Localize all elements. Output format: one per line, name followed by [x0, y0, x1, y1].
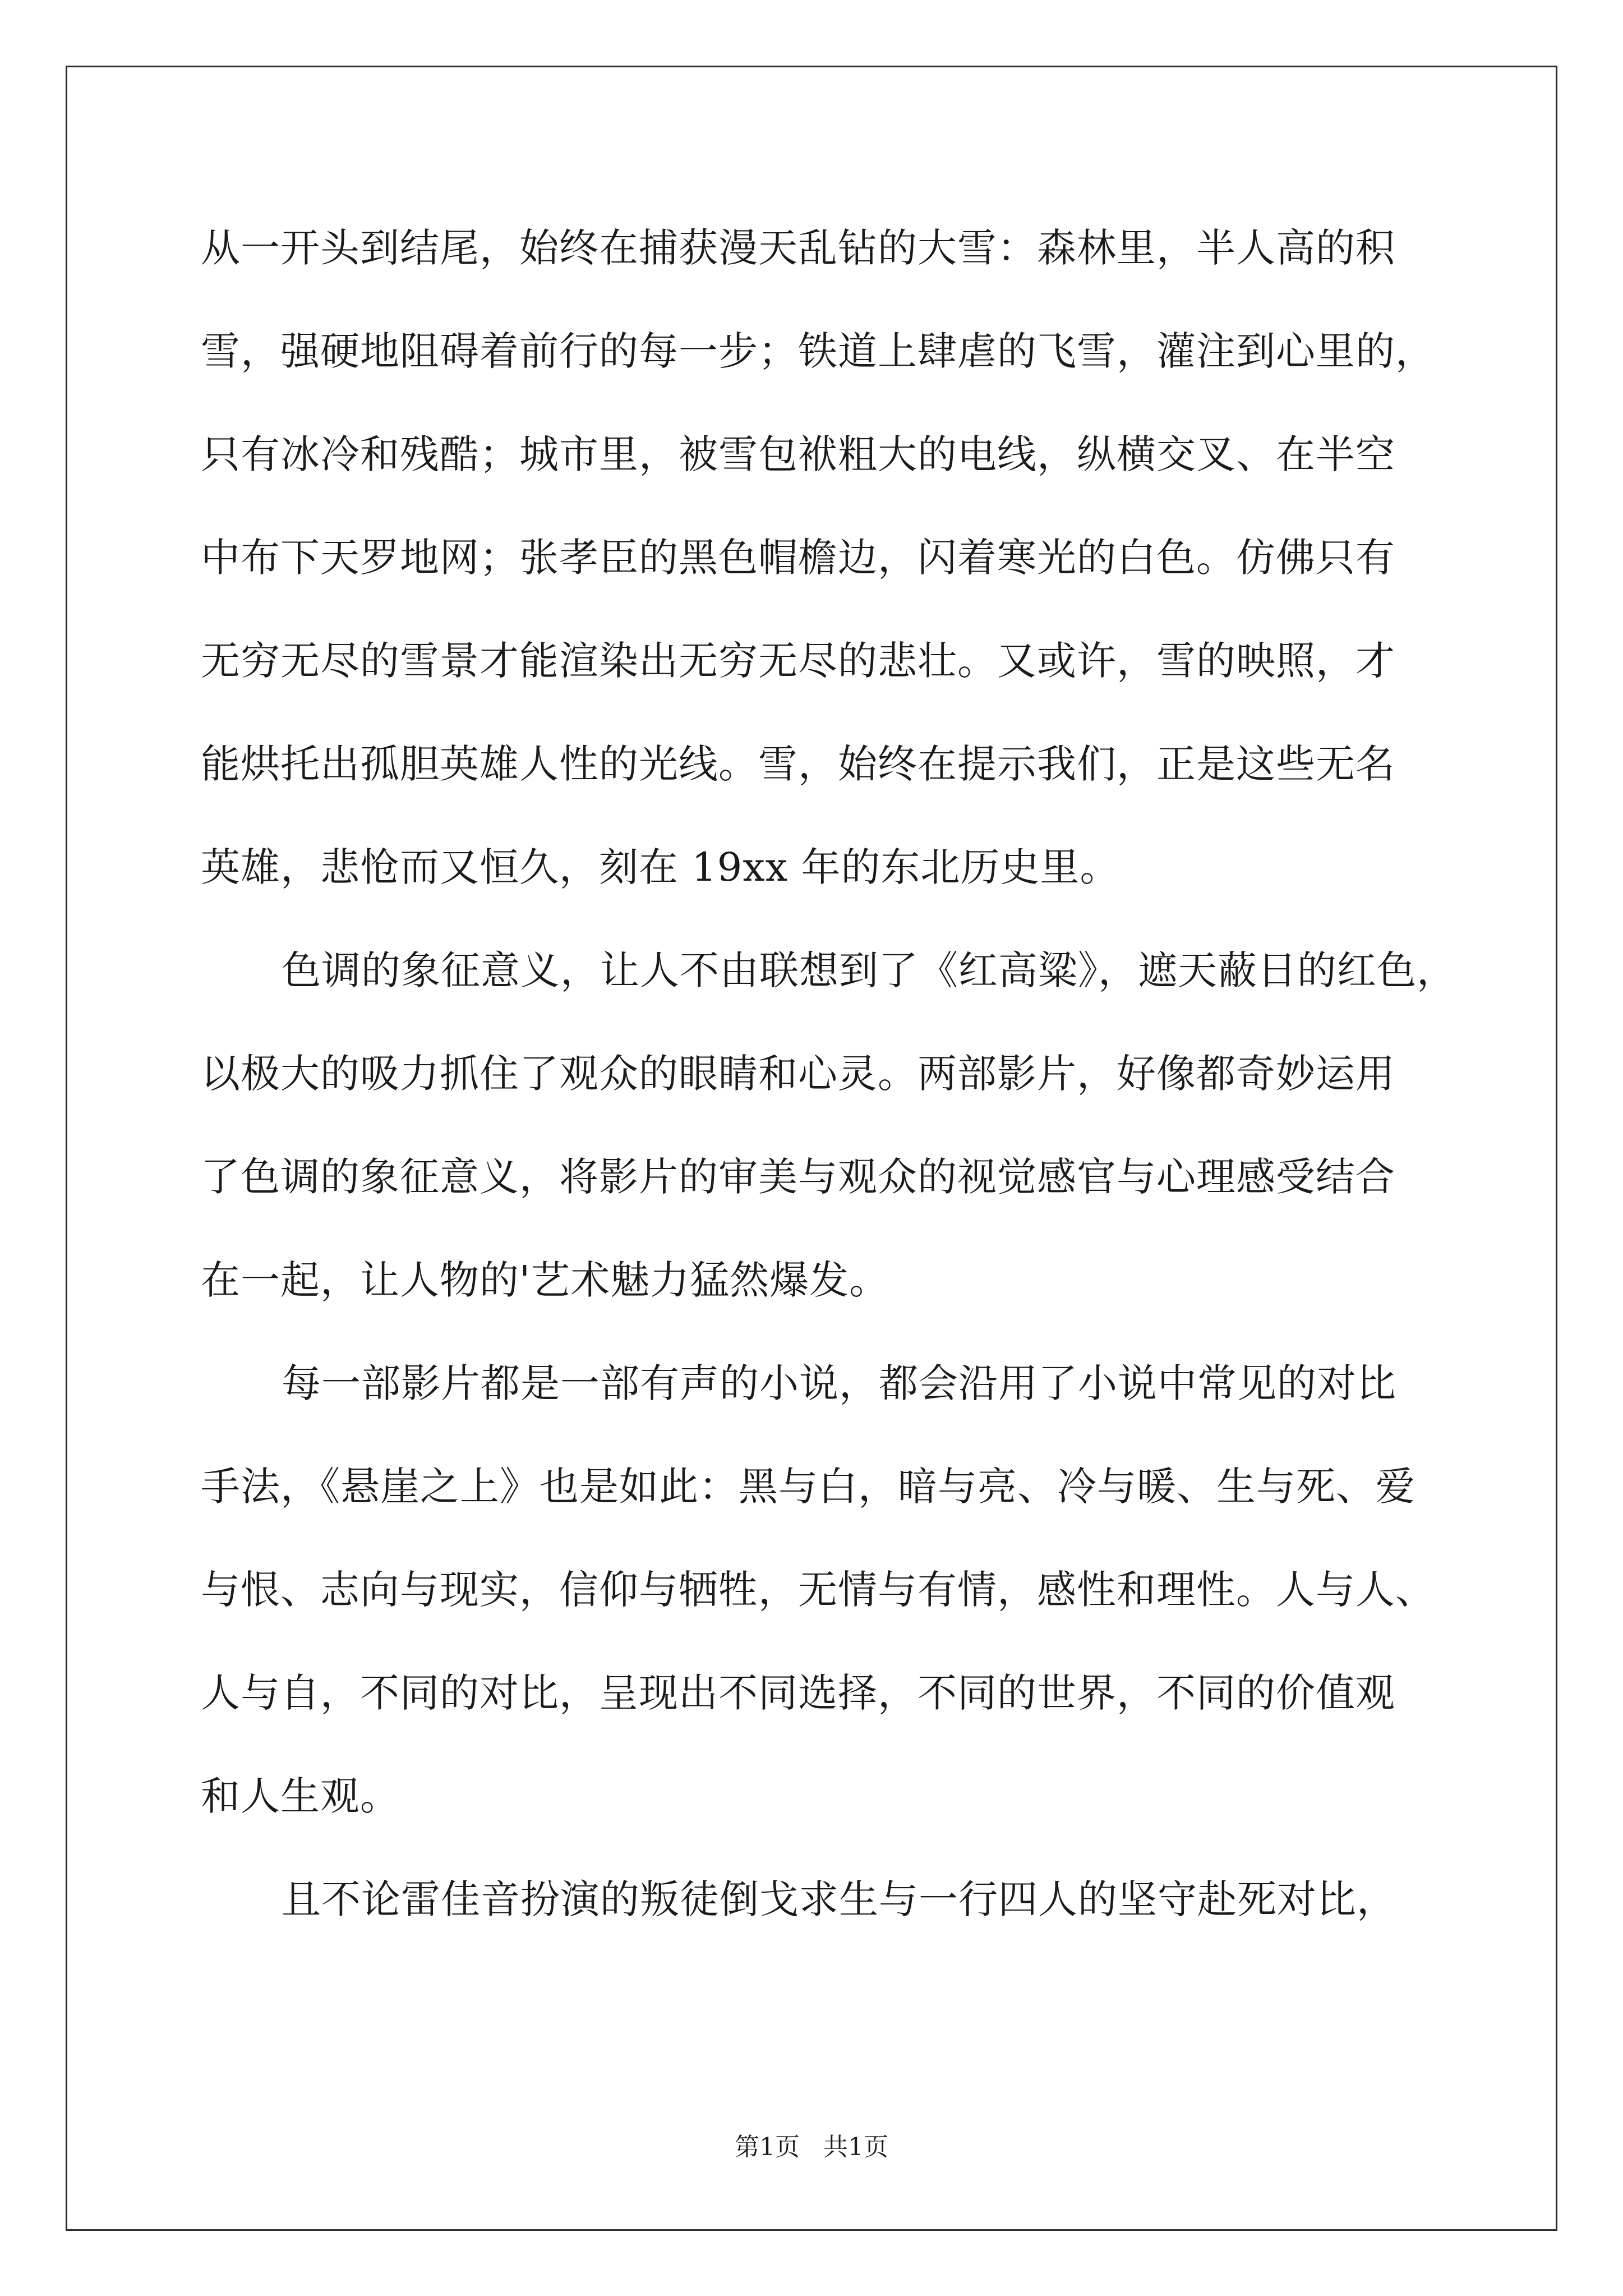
text-line: 英雄，悲怆而又恒久，刻在 19xx 年的东北历史里。 — [201, 844, 1120, 890]
text-line: 以极大的吸力抓住了观众的眼睛和心灵。两部影片，好像都奇妙运用 — [201, 1051, 1395, 1097]
text-line: 从一开头到结尾，始终在捕获漫天乱钻的大雪：森林里，半人高的积 — [201, 225, 1395, 271]
text-line: 无穷无尽的雪景才能渲染出无穷无尽的悲壮。又或许，雪的映照，才 — [201, 638, 1395, 684]
text-line: 只有冰冷和残酷；城市里，被雪包袱粗大的电线，纵横交叉、在半空 — [201, 431, 1395, 477]
text-line: 在一起，让人物的'艺术魅力猛然爆发。 — [201, 1257, 889, 1303]
text-line: 色调的象征意义，让人不由联想到了《红高粱》，遮天蔽日的红色， — [282, 947, 1456, 993]
text-line: 人与自，不同的对比，呈现出不同选择，不同的世界，不同的价值观 — [201, 1670, 1395, 1716]
text-line: 了色调的象征意义，将影片的审美与观众的视觉感官与心理感受结合 — [201, 1154, 1395, 1200]
text-line: 能烘托出孤胆英雄人性的光线。雪，始终在提示我们，正是这些无名 — [201, 741, 1395, 787]
text-line: 且不论雷佳音扮演的叛徒倒戈求生与一行四人的坚守赴死对比， — [282, 1876, 1396, 1922]
text-line: 中布下天罗地网；张孝臣的黑色帽檐边，闪着寒光的白色。仿佛只有 — [201, 535, 1395, 581]
text-line: 手法，《悬崖之上》也是如此：黑与白，暗与亮、冷与暖、生与死、爱 — [201, 1464, 1415, 1510]
page-number-footer: 第1页 共1页 — [735, 2133, 888, 2161]
text-line: 雪，强硬地阻碍着前行的每一步；铁道上肆虐的飞雪，灌注到心里的， — [201, 328, 1435, 374]
text-line: 和人生观。 — [201, 1773, 400, 1819]
text-line: 与恨、志向与现实，信仰与牺牲，无情与有情，感性和理性。人与人、 — [201, 1567, 1435, 1613]
text-line: 每一部影片都是一部有声的小说，都会沿用了小说中常见的对比 — [282, 1360, 1396, 1406]
